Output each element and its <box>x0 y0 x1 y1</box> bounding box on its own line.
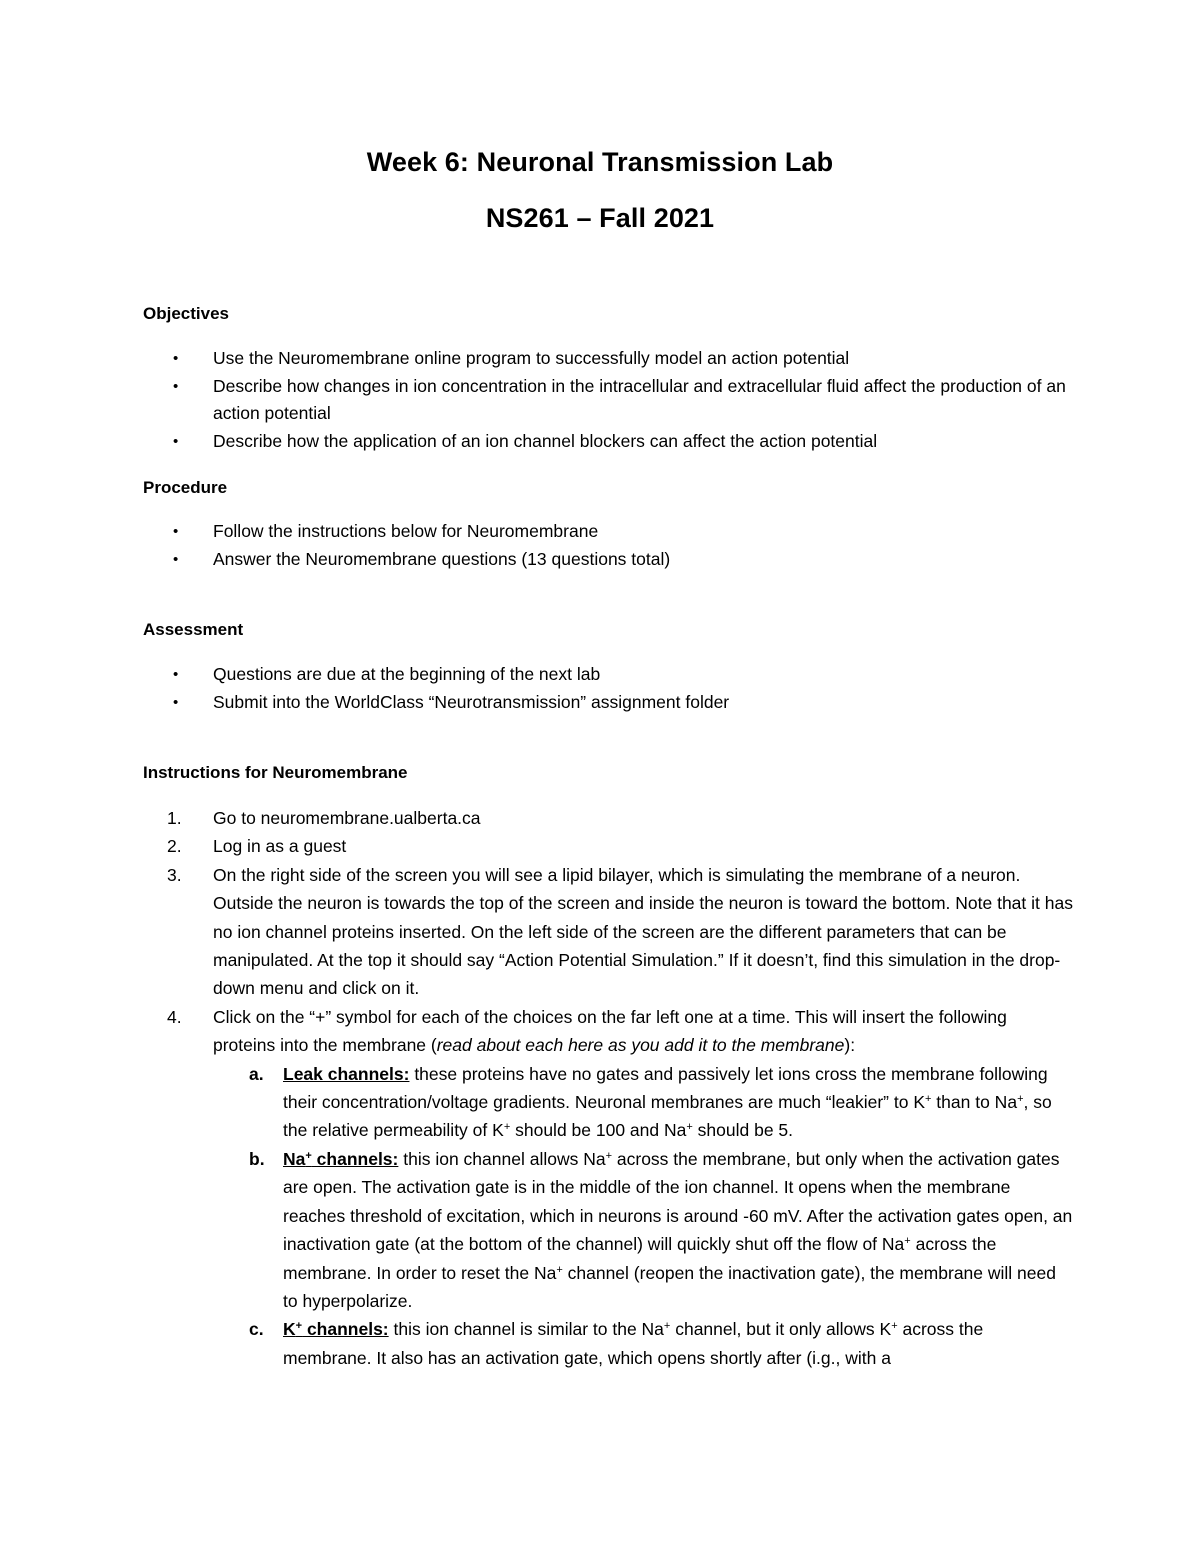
sub-letter: a. <box>249 1063 264 1084</box>
document-title: Week 6: Neuronal Transmission Lab <box>366 147 834 177</box>
instructions-list <box>143 804 1073 1372</box>
bullet-icon: • <box>173 666 179 683</box>
step-number: 2. <box>167 836 182 857</box>
list-item: • Describe how changes in ion concentration in the intracellular and extracellular fluid affect the production of an action potential <box>143 373 1083 428</box>
list-item: • Answer the Neuromembrane questions (13 questions total) <box>143 546 1083 574</box>
bullet-icon: • <box>173 523 179 540</box>
bullet-icon: • <box>173 350 179 367</box>
instruction-step <box>143 804 1073 832</box>
assessment-list <box>143 661 1083 716</box>
step-text: On the right side of the screen you will see a lipid bilayer, which is simulating the membrane of a neuron. Outside the neuron is towards the top of the screen and inside the neuron is toward the bottom. Note that it has no ion channel proteins inserted. On the left side of the screen are the different parameters that can be manipulated. At the top it should say “Action Potential Simulation.” If it doesn’t, find this simulation in the drop-down menu and click on it. <box>213 864 1073 999</box>
step-text: Go to neuromembrane.ualberta.ca <box>213 808 481 828</box>
bullet-icon: • <box>173 550 179 568</box>
sub-letter: c. <box>249 1319 264 1340</box>
instruction-step <box>143 861 1073 1003</box>
objectives-list <box>143 345 1083 455</box>
list-item: • Submit into the WorldClass “Neurotransmission” assignment folder <box>143 689 1083 717</box>
step-text: Log in as a guest <box>213 836 347 857</box>
sublist-item-k-channels: c. K+ channels: this ion channel is similar to the Na+ channel, but it only allows K+ across the membrane. It also has an activation gate, which opens shortly after (i.g., with a <box>213 1315 1073 1372</box>
step-text: Click on the “+” symbol for each of the choices on the far left one at a time. This will insert the following proteins into the membrane (read about each here as you add it to the membrane): <box>213 1006 1007 1056</box>
instruction-step <box>143 832 1073 860</box>
step-number: 1. <box>167 808 182 828</box>
term-na-channels: Na+ channels: <box>283 1148 399 1169</box>
list-item: • Describe how the application of an ion channel blockers can affect the action potential <box>143 428 1083 456</box>
sublist-item-leak-channels: a. Leak channels: these proteins have no gates and passively let ions cross the membrane following their concentration/voltage gradients. Neuronal membranes are much “leakier” to K+ than to Na+, so the relative permeability of K+ should be 100 and Na+ should be 5. <box>213 1060 1073 1145</box>
objectives-heading: Objectives <box>143 304 229 323</box>
bullet-icon: • <box>173 432 179 450</box>
assessment-heading: Assessment <box>143 620 244 639</box>
instructions-heading: Instructions for Neuromembrane <box>143 763 408 782</box>
term-leak-channels: Leak channels: <box>283 1063 410 1084</box>
course-subtitle: NS261 – Fall 2021 <box>485 203 715 233</box>
sublist-item-na-channels: b. Na+ channels: this ion channel allows Na+ across the membrane, but only when the activation gates are open. The activation gate is in the middle of the ion channel. It opens when the membrane reaches threshold of excitation, which in neurons is around -60 mV. After the activation gates open, an inactivation gate (at the bottom of the channel) will quickly shut off the flow of Na+ across the membrane. In order to reset the Na+ channel (reopen the inactivation gate), the membrane will need to hyperpolarize. <box>213 1145 1073 1315</box>
bullet-icon: • <box>173 693 179 711</box>
term-k-channels: K+ channels: <box>283 1319 389 1340</box>
list-item: • Questions are due at the beginning of the next lab <box>143 661 1083 689</box>
step-number: 4. <box>167 1006 182 1027</box>
procedure-heading: Procedure <box>143 478 228 497</box>
list-item: • Use the Neuromembrane online program to successfully model an action potential <box>143 345 1083 373</box>
bullet-icon: • <box>173 377 179 395</box>
channel-sublist <box>213 1060 1073 1372</box>
procedure-list <box>143 518 1083 573</box>
instruction-step <box>143 1003 1073 1372</box>
list-item: • Follow the instructions below for Neuromembrane <box>143 518 1083 546</box>
sub-letter: b. <box>249 1148 265 1169</box>
step-number: 3. <box>167 864 182 885</box>
